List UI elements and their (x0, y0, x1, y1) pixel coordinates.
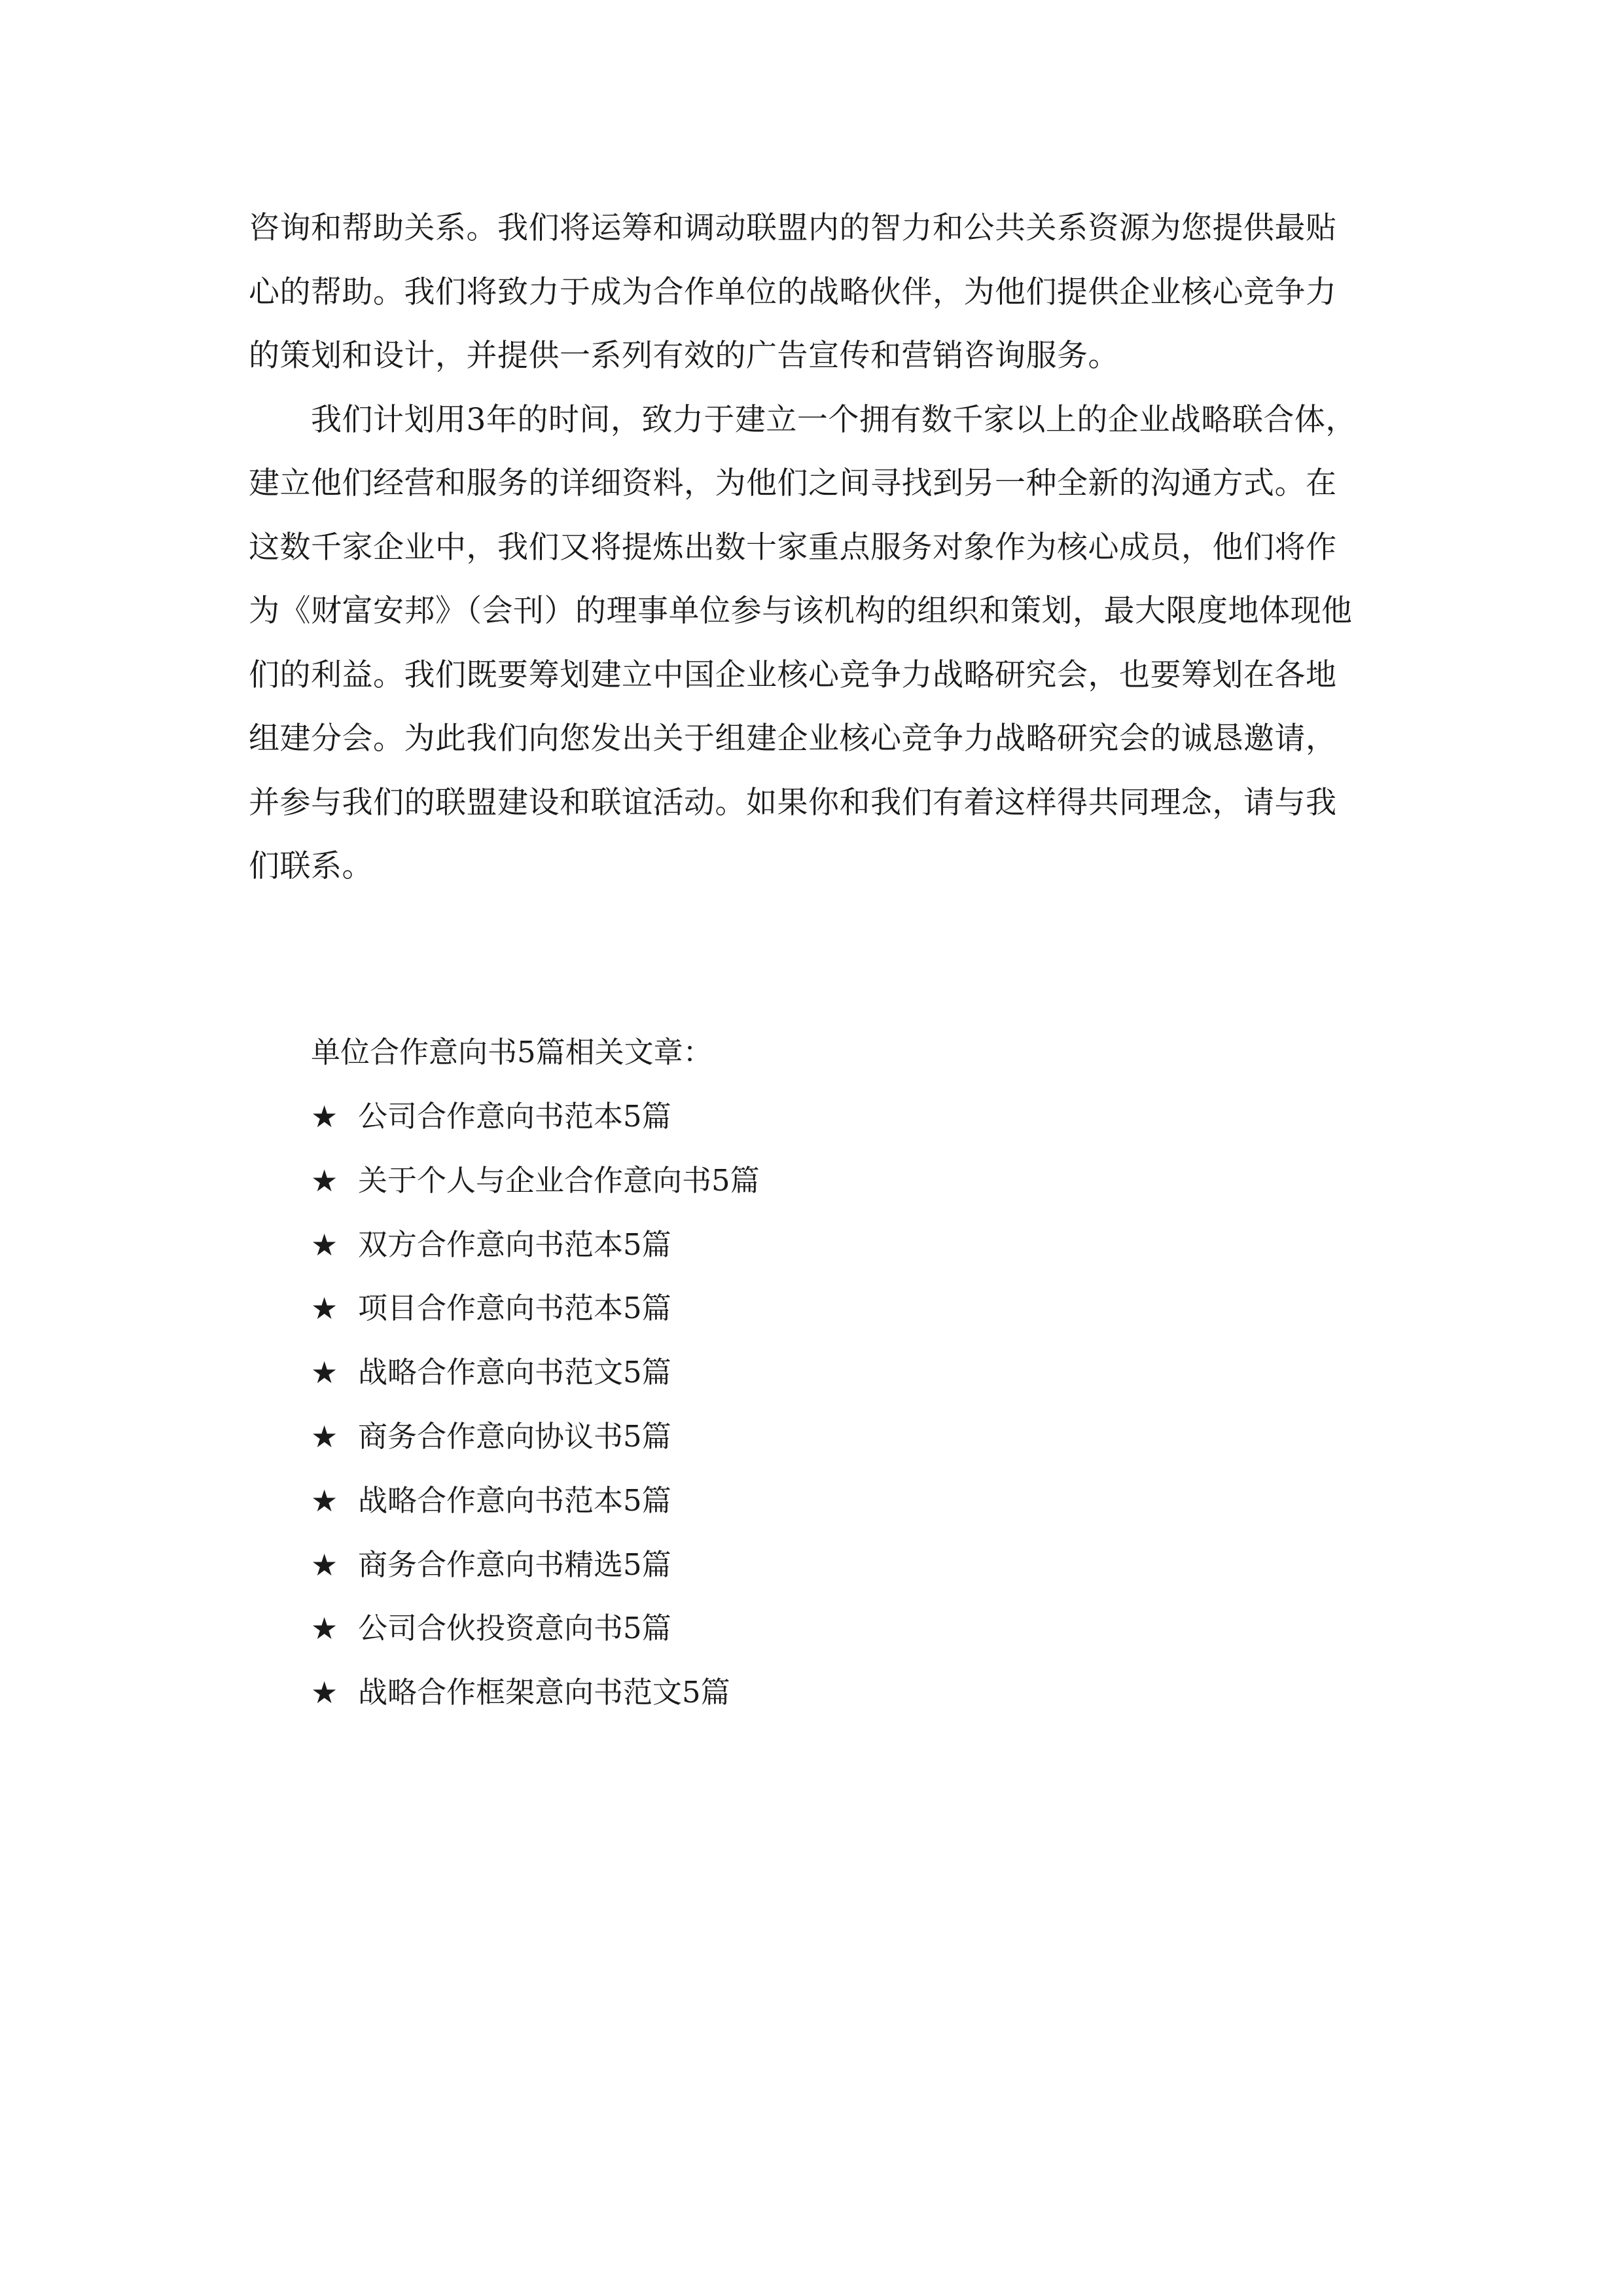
related-article-link[interactable] (311, 1161, 760, 1225)
paragraph-2-line-1: 我们计划用3年的时间，致力于建立一个拥有数千家以上的企业战略联合体， (311, 402, 1357, 438)
related-article-label: 战略合作意向书范本5篇 (358, 1482, 671, 1518)
star-icon: ★ (311, 1547, 338, 1583)
related-article-label: 战略合作意向书范文5篇 (358, 1355, 671, 1390)
related-article-label: 双方合作意向书范本5篇 (358, 1227, 671, 1262)
related-articles-title: 单位合作意向书5篇相关文章： (311, 1035, 713, 1069)
paragraph-2-line-7: 并参与我们的联盟建设和联谊活动。如果你和我们有着这样得共同理念，请与我 (249, 785, 1337, 821)
star-icon: ★ (311, 1675, 338, 1711)
related-article-link[interactable] (311, 1289, 760, 1353)
related-article-link[interactable] (311, 1481, 760, 1545)
related-article-label: 关于个人与企业合作意向书5篇 (358, 1162, 760, 1198)
related-article-link[interactable] (311, 1225, 760, 1289)
related-article-link[interactable] (311, 1097, 760, 1161)
related-article-label: 公司合伙投资意向书5篇 (358, 1611, 671, 1646)
paragraph-1-line-3: 的策划和设计，并提供一系列有效的广告宣传和营销咨询服务。 (249, 338, 1119, 374)
paragraph-2-line-2: 建立他们经营和服务的详细资料，为他们之间寻找到另一种全新的沟通方式。在 (249, 465, 1337, 501)
related-article-link[interactable] (311, 1609, 760, 1673)
related-article-label: 商务合作意向书精选5篇 (358, 1547, 671, 1582)
paragraph-2-line-3: 这数千家企业中，我们又将提炼出数十家重点服务对象作为核心成员，他们将作 (249, 529, 1337, 565)
related-articles-list (311, 1097, 760, 1737)
paragraph-2-line-4: 为《财富安邦》（会刊）的理事单位参与该机构的组织和策划，最大限度地体现他 (249, 593, 1353, 629)
paragraph-2-line-6: 组建分会。为此我们向您发出关于组建企业核心竞争力战略研究会的诚恳邀请， (249, 721, 1337, 757)
related-article-link[interactable] (311, 1673, 760, 1737)
star-icon: ★ (311, 1162, 338, 1198)
related-article-link[interactable] (311, 1417, 760, 1481)
related-article-label: 公司合作意向书范本5篇 (358, 1099, 671, 1134)
related-article-label: 战略合作框架意向书范文5篇 (358, 1675, 730, 1710)
star-icon: ★ (311, 1355, 338, 1391)
star-icon: ★ (311, 1227, 338, 1263)
star-icon: ★ (311, 1099, 338, 1134)
star-icon: ★ (311, 1418, 338, 1454)
related-article-label: 商务合作意向协议书5篇 (358, 1418, 671, 1454)
paragraph-2-line-5: 们的利益。我们既要筹划建立中国企业核心竞争力战略研究会，也要筹划在各地 (249, 657, 1337, 693)
star-icon: ★ (311, 1611, 338, 1647)
related-article-label: 项目合作意向书范本5篇 (358, 1291, 671, 1326)
related-article-link[interactable] (311, 1353, 760, 1417)
paragraph-2-line-8: 们联系。 (249, 848, 373, 884)
related-article-link[interactable] (311, 1545, 760, 1609)
paragraph-1-line-2: 心的帮助。我们将致力于成为合作单位的战略伙伴，为他们提供企业核心竞争力 (249, 274, 1337, 310)
paragraph-1-line-1: 咨询和帮助关系。我们将运筹和调动联盟内的智力和公共关系资源为您提供最贴 (249, 210, 1337, 246)
star-icon: ★ (311, 1482, 338, 1518)
star-icon: ★ (311, 1291, 338, 1327)
